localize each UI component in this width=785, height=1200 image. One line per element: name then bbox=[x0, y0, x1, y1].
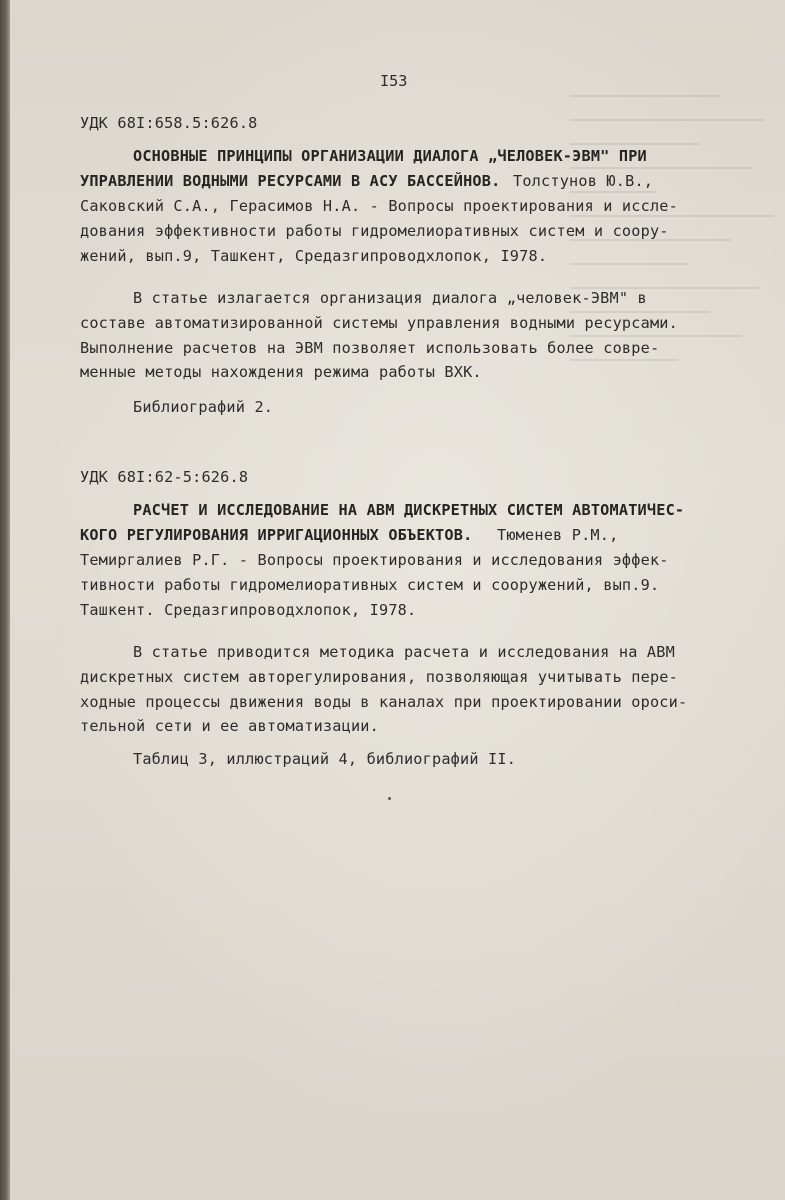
show-through-shadow bbox=[570, 95, 785, 1095]
entry-1-citation-line-3: жений, вып.9, Ташкент, Средазгипроводхлопок, I978. bbox=[80, 247, 548, 265]
udc-code-1: УДК 68I:658.5:626.8 bbox=[80, 114, 258, 132]
entry-2-citation-line-2: тивности работы гидромелиоративных систем и сооружений, вып.9. bbox=[80, 576, 660, 594]
entry-2-title-line-2: КОГО РЕГУЛИРОВАНИЯ ИРРИГАЦИОННЫХ ОБЪЕКТОВ. bbox=[80, 526, 473, 544]
entry-1-authors-inline: Толстунов Ю.В., bbox=[513, 172, 654, 190]
entry-2-abstract-line-3: ходные процессы движения воды в каналах при проектировании ороси- bbox=[80, 693, 688, 711]
paper-sheet bbox=[10, 0, 785, 1200]
entry-1-citation-line-1: Саковский С.А., Герасимов Н.А. - Вопросы проектирования и иссле- bbox=[80, 197, 678, 215]
entry-1-title-line-2: УПРАВЛЕНИИ ВОДНЫМИ РЕСУРСАМИ В АСУ БАССЕЙНОВ. bbox=[80, 172, 501, 190]
entry-2-citation-line-3: Ташкент. Средазгипроводхлопок, I978. bbox=[80, 601, 417, 619]
entry-1-abstract-line-3: Выполнение расчетов на ЭВМ позволяет использовать более совре- bbox=[80, 339, 660, 357]
entry-2-citation-line-1: Темиргалиев Р.Г. - Вопросы проектирования и исследования эффек- bbox=[80, 551, 669, 569]
entry-2-authors-inline: Тюменев Р.М., bbox=[497, 526, 619, 544]
page-number: I53 bbox=[380, 72, 408, 90]
entry-1-title-line-1: ОСНОВНЫЕ ПРИНЦИПЫ ОРГАНИЗАЦИИ ДИАЛОГА „ЧЕЛОВЕК-ЭВМ" ПРИ bbox=[133, 147, 647, 165]
entry-1-abstract-line-1: В статье излагается организация диалога „человек-ЭВМ" в bbox=[133, 289, 647, 307]
paper-speck bbox=[388, 797, 391, 800]
entry-1-stats: Библиографий 2. bbox=[133, 398, 274, 416]
entry-2-abstract-line-1: В статье приводится методика расчета и исследования на АВМ bbox=[133, 643, 675, 661]
udc-code-2: УДК 68I:62-5:626.8 bbox=[80, 468, 249, 486]
entry-1-abstract-line-4: менные методы нахождения режима работы ВХК. bbox=[80, 363, 482, 381]
entry-2-title-line-1: РАСЧЕТ И ИССЛЕДОВАНИЕ НА АВМ ДИСКРЕТНЫХ СИСТЕМ АВТОМАТИЧЕС- bbox=[133, 501, 685, 519]
entry-1-citation-line-2: дования эффективности работы гидромелиоративных систем и соору- bbox=[80, 222, 669, 240]
entry-2-stats: Таблиц 3, иллюстраций 4, библиографий II. bbox=[133, 750, 517, 768]
entry-2-abstract-line-4: тельной сети и ее автоматизации. bbox=[80, 717, 379, 735]
entry-2-abstract-line-2: дискретных систем авторегулирования, позволяющая учитывать пере- bbox=[80, 668, 678, 686]
entry-1-abstract-line-2: составе автоматизированной системы управления водными ресурсами. bbox=[80, 314, 678, 332]
